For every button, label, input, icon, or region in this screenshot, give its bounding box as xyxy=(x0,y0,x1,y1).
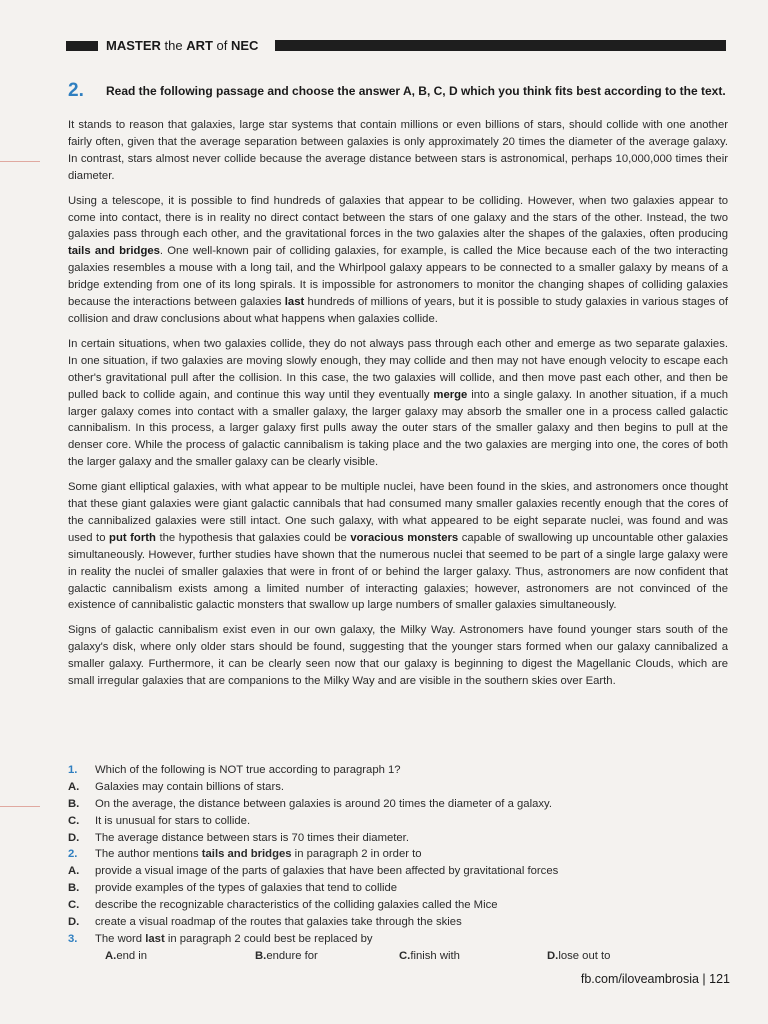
option-text: finish with xyxy=(410,949,460,962)
option-text: provide a visual image of the parts of galaxies that have been affected by gravitational forces xyxy=(95,865,559,878)
margin-mark xyxy=(0,161,40,162)
option-text: create a visual roadmap of the routes that galaxies take through the skies xyxy=(95,916,462,929)
option-text: Galaxies may contain billions of stars. xyxy=(95,780,284,793)
paragraph-4 xyxy=(68,479,728,614)
option-label: D. xyxy=(68,916,80,929)
question-3-options xyxy=(68,948,728,965)
p4-text: capable of swallowing up uncountable other galaxies simultaneously. However, further studies have shown that the numerous nuclei that seemed to be part of a single large galaxy were in reality the nuclei of smaller galaxies that were in front of or behind the larger galaxy. Thus, astronomers are now confident that galactic cannibalism exists among a limited number of interacting galaxies; however, astronomers are not convinced of the existence of cannibalistic galactic monsters that swallow up large numbers of smaller galaxies simultaneously. xyxy=(68,531,728,612)
option-label: B. xyxy=(255,949,267,962)
title-the: the xyxy=(160,38,187,53)
option[interactable] xyxy=(68,813,728,830)
question-3-stem xyxy=(68,931,728,948)
question-1-number: 1. xyxy=(68,764,78,776)
option-text: The average distance between stars is 70 times their diameter. xyxy=(95,831,409,844)
option-text: endure for xyxy=(266,949,318,962)
page-footer: fb.com/iloveambrosia | 121 xyxy=(580,972,730,986)
question-1-stem xyxy=(68,762,728,779)
option-text: It is unusual for stars to collide. xyxy=(95,814,251,827)
p2-text: . One well-known pair of colliding galaxies, for example, is called the Mice because each of the two interacting galaxies resembles a mouse with a long tail, and the Whirlpool galaxy appears to be connected to a smaller galaxy by means of a bridge extending from one of its long spirals. It is impossible for astronomers to monitor the changing shapes of colliding galaxies because the interactions between galaxies xyxy=(68,245,728,309)
reading-passage xyxy=(68,117,728,698)
stem-part: The word xyxy=(95,932,146,945)
margin-mark xyxy=(0,806,40,807)
question-2-stem xyxy=(68,846,728,863)
question-3-text xyxy=(95,931,373,948)
option-text: On the average, the distance between galaxies is around 20 times the diameter of a galaxy. xyxy=(95,797,552,810)
option-label: C. xyxy=(68,814,80,827)
option[interactable] xyxy=(68,796,728,813)
paragraph-5: Signs of galactic cannibalism exist even in our own galaxy, the Milky Way. Astronomers have found younger stars south of the galaxy's disk, where only older stars should be found, suggesting that the younger stars formed when our galaxy cannibalized a smaller galaxy. Furthermore, it can be clearly seen now that our galaxy is beginning to digest the Magellanic Clouds, which are small irregular galaxies that are companions to the Milky Way and are visible in the southern skies over Earth. xyxy=(68,624,728,688)
question-instruction: Read the following passage and choose the answer A, B, C, D which you think fits best according to the text. xyxy=(106,84,726,98)
p2-text: hundreds of millions of years, but it is possible to study galaxies in various stages of collision and draw conclusions about what happens when galaxies collide. xyxy=(68,296,728,325)
title-master: MASTER xyxy=(106,38,161,53)
option[interactable] xyxy=(68,897,728,914)
book-title xyxy=(106,37,258,55)
option[interactable] xyxy=(255,948,318,965)
title-nec: NEC xyxy=(230,38,259,53)
p3-text: In certain situations, when two galaxies collide, they do not always pass through each other and emerge as two separate galaxies. In one situation, if two galaxies are moving slowly enough, they may collide and then may not have enough velocity to escape each other's gravitational pull after the collision. In this case, the two galaxies will collide, and then move past each other, and then be pulled back to collide again, and continue this way until they eventually xyxy=(68,337,728,401)
stem-highlight: tails and bridges xyxy=(201,848,292,861)
highlight-merge: merge xyxy=(433,388,468,401)
option[interactable] xyxy=(68,863,728,880)
option-label: A. xyxy=(68,780,80,793)
option-label: C. xyxy=(68,899,80,912)
paragraph-2 xyxy=(68,193,728,328)
option[interactable] xyxy=(68,880,728,897)
option-text: provide examples of the types of galaxies that tend to collide xyxy=(95,882,398,895)
option-text: lose out to xyxy=(558,949,611,962)
paragraph-1: It stands to reason that galaxies, large star systems that contain millions or even billions of stars, should collide with one another fairly often, given that the average separation between galaxies is only approximately 20 times the diameter of the average galaxy. In contrast, stars almost never collide because the average distance between stars is astronomical, perhaps 10,000,000 times their diameter. xyxy=(68,119,728,182)
question-3-number: 3. xyxy=(68,932,78,945)
stem-part: in paragraph 2 in order to xyxy=(291,848,422,861)
option-label: D. xyxy=(547,949,559,962)
option[interactable] xyxy=(68,914,728,931)
question-2-number: 2. xyxy=(68,848,78,861)
option-text: end in xyxy=(116,949,148,962)
paragraph-3 xyxy=(68,336,728,471)
title-art: ART xyxy=(186,38,213,53)
questions xyxy=(68,762,728,965)
highlight-put-forth: put forth xyxy=(109,531,156,544)
stem-part: The author mentions xyxy=(95,848,202,861)
p4-text: Some giant elliptical galaxies, with what appear to be multiple nuclei, have been found in the skies, and astronomers once thought that these giant galaxies were giant galactic cannibals that had consumed many smaller galaxies recently enough that the cores of the cannibalized galaxies were still intact. One such galaxy, with what appeared to be eight separate nuclei, was found and was used to xyxy=(68,481,728,544)
stem-highlight: last xyxy=(145,932,165,945)
p4-text: the hypothesis that galaxies could be xyxy=(155,531,351,544)
question-1-text: Which of the following is NOT true according to paragraph 1? xyxy=(95,764,401,776)
option[interactable] xyxy=(399,948,460,965)
header-bar-right xyxy=(275,40,726,51)
question-number: 2. xyxy=(68,80,84,101)
option-text: describe the recognizable characteristics of the colliding galaxies called the Mice xyxy=(95,899,498,912)
p2-text: Using a telescope, it is possible to find hundreds of galaxies that appear to be colliding. However, when two galaxies appear to come into contact, there is in reality no direct contact between the stars of one galaxy and the stars of the other. Instead, the two galaxies pass through each other, and the gravitational forces in the two galaxies alter the shapes of the galaxies, often producing xyxy=(68,194,728,241)
highlight-tails-and-bridges: tails and bridges xyxy=(68,245,160,258)
question-2-text xyxy=(95,846,422,863)
stem-part: in paragraph 2 could best be replaced by xyxy=(164,932,373,945)
option-label: C. xyxy=(399,949,411,962)
option-label: D. xyxy=(68,831,80,844)
option[interactable] xyxy=(68,779,728,796)
option-label: B. xyxy=(68,797,80,810)
highlight-voracious-monsters: voracious monsters xyxy=(350,531,459,544)
option-label: A. xyxy=(68,865,80,878)
option-label: A. xyxy=(105,949,117,962)
option[interactable] xyxy=(547,948,611,965)
running-header xyxy=(66,37,726,55)
header-bar-left xyxy=(66,41,98,51)
title-of: of xyxy=(212,38,231,53)
p3-text: into a single galaxy. In another situation, if a much larger galaxy comes into contact with a smaller galaxy, the larger galaxy may absorb the smaller one in a process called galactic cannibalism. In this process, a larger galaxy first pulls away the outer stars of the smaller galaxy and then begins to pull at the denser core. While the process of galactic cannibalism is taking place and the two galaxies are merging into one, the cores of both the larger galaxy and the smaller galaxy can be clearly visible. xyxy=(68,388,728,469)
option[interactable] xyxy=(68,830,728,847)
option-label: B. xyxy=(68,882,80,895)
option[interactable] xyxy=(105,948,148,965)
highlight-last: last xyxy=(284,296,305,309)
